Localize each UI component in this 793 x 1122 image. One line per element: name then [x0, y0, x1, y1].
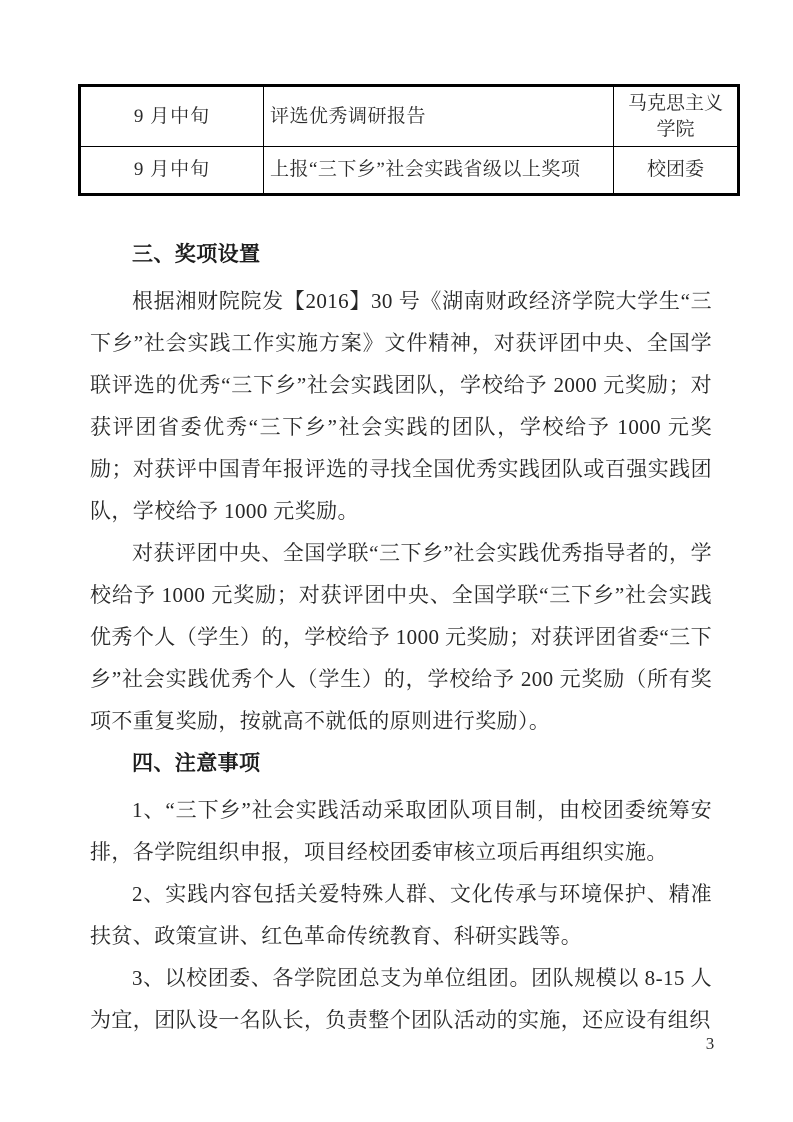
table-cell-task: 上报“三下乡”社会实践省级以上奖项	[264, 147, 614, 195]
paragraph: 3、以校团委、各学院团总支为单位组团。团队规模以 8-15 人为宜，团队设一名队长，负责整个团队活动的实施，还应设有组织	[90, 966, 712, 1032]
section-heading-notes: 四、注意事项	[132, 751, 261, 775]
document-body	[90, 233, 712, 1041]
table-cell-unit: 校团委	[614, 147, 739, 195]
table-row	[80, 86, 739, 147]
schedule-table	[78, 84, 740, 196]
table-cell-time: 9 月中旬	[80, 147, 264, 195]
table-cell-task: 评选优秀调研报告	[264, 86, 614, 147]
paragraph: 1、“三下乡”社会实践活动采取团队项目制，由校团委统筹安排，各学院组织申报，项目经校团委审核立项后再组织实施。	[90, 798, 712, 864]
table-row	[80, 147, 739, 195]
page-number: 3	[705, 1034, 715, 1053]
paragraph: 对获评团中央、全国学联“三下乡”社会实践优秀指导者的，学校给予 1000 元奖励；对获评团中央、全国学联“三下乡”社会实践优秀个人（学生）的，学校给予 1000 元奖励；对获评团省委“三下乡”社会实践优秀个人（学生）的，学校给予 200 元奖励（所有奖项不重复奖励，按就高不就低的原则进行奖励）。	[90, 541, 712, 733]
table-cell-unit: 马克思主义学院	[614, 86, 739, 147]
section-heading-awards: 三、奖项设置	[132, 242, 261, 266]
paragraph: 根据湘财院院发【2016】30 号《湖南财政经济学院大学生“三下乡”社会实践工作实施方案》文件精神，对获评团中央、全国学联评选的优秀“三下乡”社会实践团队，学校给予 2000 元奖励；对获评团省委优秀“三下乡”社会实践的团队，学校给予 1000 元奖励；对获评中国青年报评选的寻找全国优秀实践团队或百强实践团队，学校给予 1000 元奖励。	[90, 289, 712, 523]
table-cell-time: 9 月中旬	[80, 86, 264, 147]
paragraph: 2、实践内容包括关爱特殊人群、文化传承与环境保护、精准扶贫、政策宣讲、红色革命传统教育、科研实践等。	[90, 882, 712, 948]
